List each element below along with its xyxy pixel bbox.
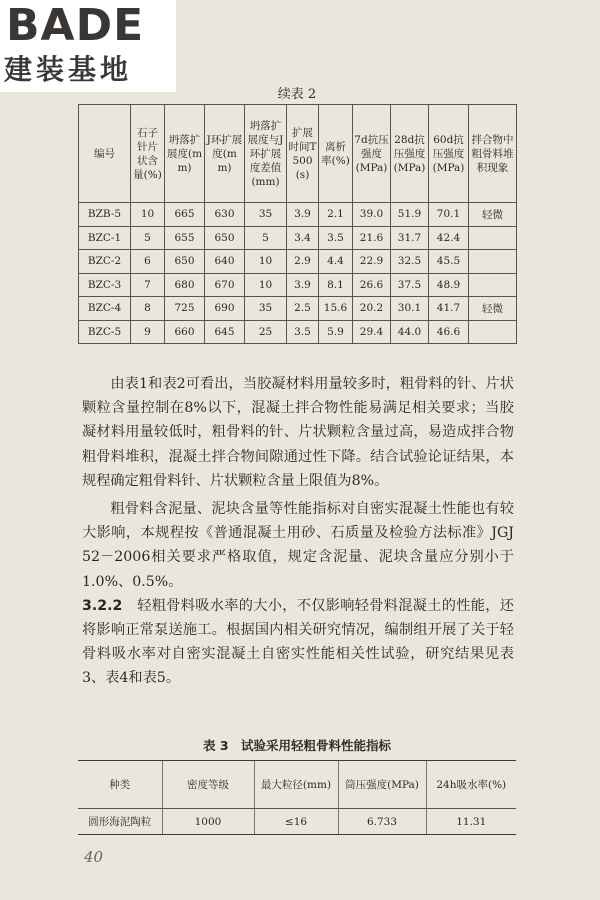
table-row — [79, 250, 517, 274]
table-row — [78, 809, 516, 835]
table2-header: 坍落扩展度与J环扩展度差值(mm) — [245, 105, 287, 203]
table2-header: 扩展时间T500(s) — [287, 105, 319, 203]
table2-header: 坍落扩展度(mm) — [165, 105, 205, 203]
table-cell: ≤16 — [254, 809, 338, 835]
table-cell: 725 — [165, 297, 205, 321]
table2-header: 石子针片状含量(%) — [131, 105, 165, 203]
table2-header: 离析率(%) — [319, 105, 353, 203]
table-cell: 1000 — [162, 809, 254, 835]
paragraph-1: 由表1和表2可看出，当胶凝材料用量较多时，粗骨料的针、片状颗粒含量控制在8%以下，混凝土拌合物性能易满足相关要求；当胶凝材料用量较低时，粗骨料的针、片状颗粒含量过高，易造成拌合物粗骨料堆积，混凝土拌合物间隙通过性下降。结合试验论证结果，本规程确定粗骨料针、片状颗粒含量上限值为8%。 — [82, 376, 514, 489]
table3-header-row — [78, 761, 516, 809]
table2-header: 7d抗压强度(MPa) — [353, 105, 391, 203]
table-cell: 3.9 — [287, 273, 319, 297]
table-row — [79, 297, 517, 321]
table-cell: 25 — [245, 320, 287, 344]
table-cell: 5.9 — [319, 320, 353, 344]
table3-header: 种类 — [78, 761, 162, 809]
section-number: 3.2.2 — [82, 597, 123, 614]
paragraph-3-text: 轻粗骨料吸水率的大小，不仅影响轻骨料混凝土的性能，还将影响正常泵送施工。根据国内相关研究情况，编制组开展了关于轻骨料吸水率对自密实混凝土自密实性能相关性试验，研究结果见表3、表4和表5。 — [82, 597, 514, 687]
table-row — [79, 226, 517, 250]
table-cell: 35 — [245, 203, 287, 227]
table-cell: 3.9 — [287, 203, 319, 227]
table2-header: 编号 — [79, 105, 131, 203]
table-cell: 32.5 — [391, 250, 429, 274]
table-cell: 3.5 — [319, 226, 353, 250]
table-cell: 680 — [165, 273, 205, 297]
table-cell: 8 — [131, 297, 165, 321]
table-cell: 11.31 — [426, 809, 516, 835]
table-cell: BZB-5 — [79, 203, 131, 227]
table-cell: 30.1 — [391, 297, 429, 321]
table-cell: 660 — [165, 320, 205, 344]
table2-header: 拌合物中粗骨料堆积现象 — [469, 105, 517, 203]
table-cell: 48.9 — [429, 273, 469, 297]
table-cell: 21.6 — [353, 226, 391, 250]
table-cell: 42.4 — [429, 226, 469, 250]
table-cell: 650 — [205, 226, 245, 250]
table-cell: BZC-2 — [79, 250, 131, 274]
table-cell: 26.6 — [353, 273, 391, 297]
watermark-logo — [0, 0, 176, 92]
table-cell: 665 — [165, 203, 205, 227]
table-cell: 2.9 — [287, 250, 319, 274]
table-cell: 3.4 — [287, 226, 319, 250]
table-cell: 640 — [205, 250, 245, 274]
table-cell: BZC-4 — [79, 297, 131, 321]
table-cell: 6.733 — [338, 809, 426, 835]
table-cell: 690 — [205, 297, 245, 321]
logo-subtext: 建装基地 — [4, 53, 133, 86]
table-cell: 41.7 — [429, 297, 469, 321]
table-cell: 630 — [205, 203, 245, 227]
table-cell: BZC-1 — [79, 226, 131, 250]
table-cell: 9 — [131, 320, 165, 344]
table-row — [79, 203, 517, 227]
table-cell: 15.6 — [319, 297, 353, 321]
table-cell: 2.1 — [319, 203, 353, 227]
table-cell: 10 — [245, 250, 287, 274]
table-cell: 7 — [131, 273, 165, 297]
table-cell: 650 — [165, 250, 205, 274]
table-cell: BZC-3 — [79, 273, 131, 297]
table-cell: 2.5 — [287, 297, 319, 321]
table-3 — [78, 760, 516, 835]
table-cell: 4.4 — [319, 250, 353, 274]
table-cell: 轻微 — [469, 297, 517, 321]
table-cell: 8.1 — [319, 273, 353, 297]
table-cell — [469, 273, 517, 297]
table-row — [79, 320, 517, 344]
table-cell: 645 — [205, 320, 245, 344]
table-cell: 3.5 — [287, 320, 319, 344]
table2-header: 28d抗压强度(MPa) — [391, 105, 429, 203]
table-cell: 轻微 — [469, 203, 517, 227]
table-cell: 5 — [131, 226, 165, 250]
body-text-block — [82, 372, 514, 691]
table-cell — [469, 226, 517, 250]
table-cell: 655 — [165, 226, 205, 250]
table3-header: 密度等级 — [162, 761, 254, 809]
table-cell: 670 — [205, 273, 245, 297]
table-cell: 10 — [131, 203, 165, 227]
table-cell: 37.5 — [391, 273, 429, 297]
table-cell: 39.0 — [353, 203, 391, 227]
table-2 — [78, 104, 517, 344]
table-cell: BZC-5 — [79, 320, 131, 344]
table-cell: 20.2 — [353, 297, 391, 321]
page-number: 40 — [84, 848, 104, 866]
table-cell: 22.9 — [353, 250, 391, 274]
table2-header-row — [79, 105, 517, 203]
table3-header: 24h吸水率(%) — [426, 761, 516, 809]
table-cell: 51.9 — [391, 203, 429, 227]
table3-header: 最大粒径(mm) — [254, 761, 338, 809]
table3-caption: 表 3 试验采用轻粗骨料性能指标 — [202, 738, 392, 753]
table-cell: 6 — [131, 250, 165, 274]
table-cell — [469, 250, 517, 274]
table-cell: 圆形海泥陶粒 — [78, 809, 162, 835]
table-cell: 46.6 — [429, 320, 469, 344]
table-cell: 70.1 — [429, 203, 469, 227]
table-cell: 44.0 — [391, 320, 429, 344]
logo-text: BADE — [6, 0, 145, 51]
table-cell — [469, 320, 517, 344]
table-cell: 10 — [245, 273, 287, 297]
table-cell: 45.5 — [429, 250, 469, 274]
table-cell: 29.4 — [353, 320, 391, 344]
table-cell: 35 — [245, 297, 287, 321]
table-cell: 5 — [245, 226, 287, 250]
table3-header: 筒压强度(MPa) — [338, 761, 426, 809]
table-row — [79, 273, 517, 297]
paragraph-3 — [82, 594, 514, 691]
table-cell: 31.7 — [391, 226, 429, 250]
table2-caption: 续表 2 — [277, 87, 317, 102]
paragraph-2: 粗骨料含泥量、泥块含量等性能指标对自密实混凝土性能也有较大影响，本规程按《普通混凝土用砂、石质量及检验方法标准》JGJ 52－2006相关要求严格取值，规定含泥量、泥块含量应分别小于1.0%、0.5%。 — [82, 501, 514, 590]
table2-header: J环扩展度(mm) — [205, 105, 245, 203]
table2-header: 60d抗压强度(MPa) — [429, 105, 469, 203]
